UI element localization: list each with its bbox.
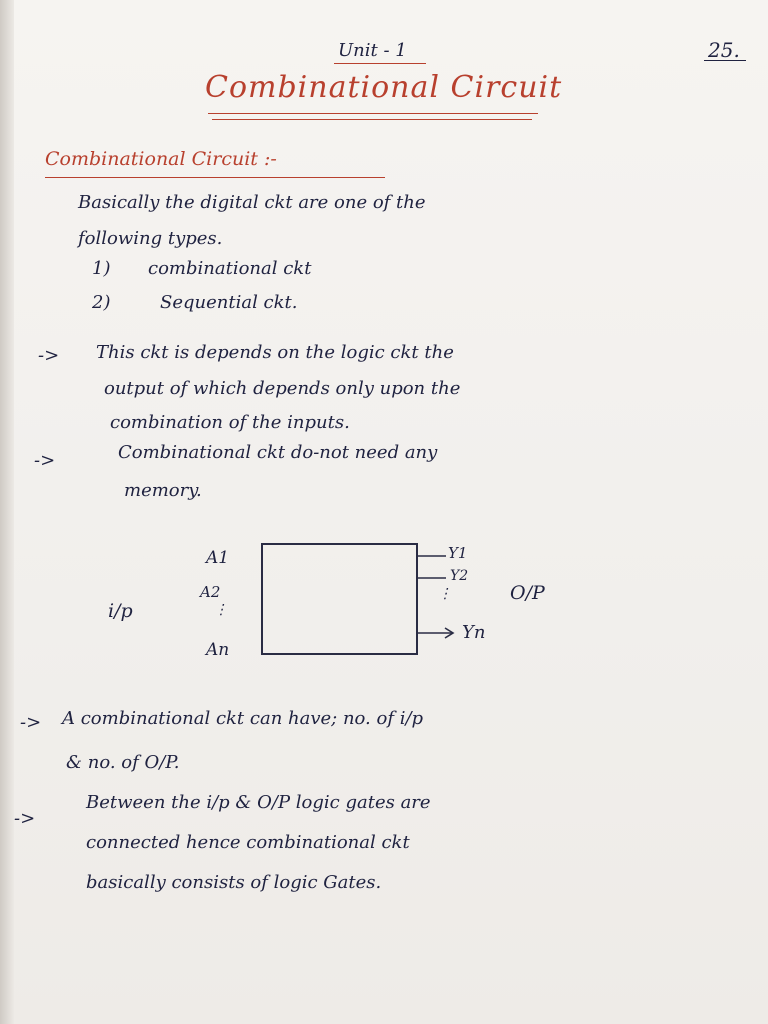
intro-line-2: following types.	[78, 228, 223, 249]
arrow-bullet-2: ->	[34, 450, 56, 471]
bullet-1-line-1: This ckt is depends on the logic ckt the	[96, 342, 454, 363]
list-item-1-number: 1)	[92, 258, 111, 279]
list-item-2-text: Sequential ckt.	[160, 292, 298, 313]
output-y2-label: Y2	[450, 568, 469, 584]
bullet-1-line-2: output of which depends only upon the	[104, 378, 461, 399]
intro-line-1: Basically the digital ckt are one of the	[78, 192, 426, 213]
bullet-2-line-1: Combinational ckt do-not need any	[118, 442, 438, 463]
bullet-1-line-3: combination of the inputs.	[110, 412, 350, 433]
bullet-4-line-1: Between the i/p & O/P logic gates are	[86, 792, 431, 813]
output-yn-label: Yn	[462, 622, 486, 643]
page-title: Combinational Circuit	[205, 70, 563, 105]
output-dots: ⋮	[438, 586, 452, 602]
section-heading: Combinational Circuit :-	[45, 148, 277, 170]
input-a1-label: A1	[206, 548, 230, 568]
output-group-label: O/P	[510, 582, 545, 604]
input-an-label: An	[206, 640, 230, 660]
bullet-4-line-3: basically consists of logic Gates.	[86, 872, 382, 893]
arrow-bullet-1: ->	[38, 345, 60, 366]
bullet-4-line-2: connected hence combinational ckt	[86, 832, 410, 853]
page-number: 25.	[708, 38, 740, 62]
output-y1-label: Y1	[448, 544, 468, 562]
input-dots: ⋮	[214, 602, 228, 618]
input-a2-label: A2	[200, 583, 221, 601]
input-group-label: i/p	[108, 600, 133, 622]
bullet-3-line-1: A combinational ckt can have; no. of i/p	[62, 708, 424, 729]
unit-label: Unit - 1	[338, 40, 407, 61]
list-item-1-text: combinational ckt	[148, 258, 312, 279]
bullet-3-line-2: & no. of O/P.	[66, 752, 180, 773]
list-item-2-number: 2)	[92, 292, 111, 313]
arrow-bullet-3: ->	[20, 712, 42, 733]
arrow-bullet-4: ->	[14, 808, 36, 829]
bullet-2-line-2: memory.	[124, 480, 202, 501]
